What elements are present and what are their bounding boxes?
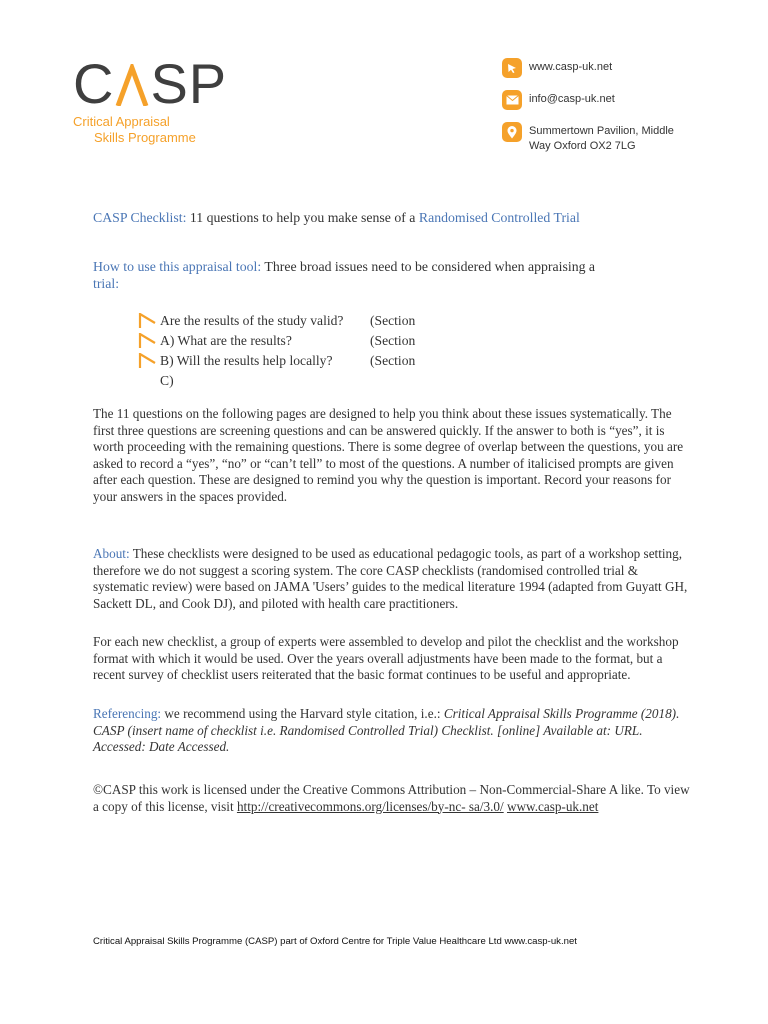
orange-arrow-icon [138,333,158,349]
address-line1: Summertown Pavilion, Middle [529,125,674,137]
section-question: Are the results of the study valid? [160,313,344,328]
referencing-paragraph [93,706,693,756]
license-link[interactable]: http://creativecommons.org/licenses/by-nc- sa/3.0/ [236,798,504,814]
howto-trial: trial: [93,276,120,291]
referencing-label: Referencing: [93,706,162,721]
intro-paragraph: The 11 questions on the following pages are designed to help you think about these issues systematically. The first three questions are screening questions and can be answered quickly. If the answer to both is “yes”, it is worth proceeding with the remaining questions. There is some degree of overlap between the questions, you are asked to record a “yes”, “no” or “can’t tell” to most of the questions. A number of italicised prompts are given after each question. These are designed to remind you why the question is important. Record your reasons for your answers in the spaces provided. [93,406,684,504]
section-ref: (Section [370,313,416,328]
cursor-click-icon [502,58,522,78]
contact-web-text: www.casp-uk.net [529,61,613,73]
casp-logo [73,52,233,146]
orange-arrow-icon [138,313,158,329]
logo-letter-c: C [73,52,115,115]
license-paragraph [93,782,693,815]
contact-address [502,122,712,154]
contact-email-text: info@casp-uk.net [529,93,615,105]
development-paragraph: For each new checklist, a group of experts were assembled to develop and pilot the checklist and the workshop format with which it would be used. Over the years overall adjustments have been made to the format, but a recent survey of checklist users reiterated that the basic format continues to be useful and appropriate. [93,634,679,683]
contact-email[interactable] [502,90,712,110]
logo-subtitle-line2: Skills Programme [94,130,196,145]
title-middle: 11 questions to help you make sense of a [186,210,419,225]
contact-address-text [529,122,674,154]
section-ref: (Section [370,333,416,348]
logo-subtitle [73,114,233,146]
checklist-title [93,210,693,227]
section-item [138,331,415,351]
section-item [138,351,415,371]
address-line2: Way Oxford OX2 7LG [529,140,636,152]
contact-web[interactable] [502,58,712,78]
about-paragraph [93,546,693,612]
page-footer: Critical Appraisal Skills Programme (CASP) part of Oxford Centre for Triple Value Healthcare Ltd www.casp-uk.net [93,936,577,947]
logo-subtitle-line1: Critical Appraisal [73,114,170,129]
orange-arrow-icon [138,353,158,369]
license-text: ©CASP this work is licensed under the Creative Commons Attribution – Non-Commercial-Share A like. To view a copy of this license, visit [93,782,690,814]
logo-a-chevron-icon [115,68,149,112]
howto-paragraph [93,258,693,292]
section-question: A) What are the results? [160,333,292,348]
location-pin-icon [502,122,522,142]
howto-text: Three broad issues need to be considered when appraising a [261,259,596,274]
about-label: About: [93,546,130,561]
contact-block [502,58,712,166]
casp-website-link[interactable]: www.casp-uk.net [506,798,599,814]
section-ref: (Section [370,353,416,368]
title-suffix: Randomised Controlled Trial [418,210,580,225]
logo-letters-sp: SP [150,52,228,115]
about-text: These checklists were designed to be used as educational pedagogic tools, as part of a workshop setting, therefore we do not suggest a scoring system. The core CASP checklists (randomised controlled trial & systematic review) were based on JAMA 'Users’ guides to the medical literature 1994 (adapted from Guyatt GH, Sackett DL, and Cook DJ), and piloted with health care practitioners. [93,546,688,611]
section-question: B) Will the results help locally? [160,353,333,368]
logo-wordmark [73,52,233,115]
referencing-text: we recommend using the Harvard style citation, i.e.: [161,706,444,721]
envelope-icon [502,90,522,110]
section-continuation [138,371,415,391]
section-item [138,311,415,331]
title-prefix: CASP Checklist: [93,210,187,225]
referencing-citation: Critical Appraisal Skills Programme (2018). CASP (insert name of checklist i.e. Randomised Controlled Trial) Checklist. [online] Available at: URL. Accessed: Date Accessed. [93,706,680,755]
howto-label: How to use this appraisal tool: [93,259,262,274]
sections-list [138,311,415,391]
section-continuation-text: C) [160,373,174,388]
